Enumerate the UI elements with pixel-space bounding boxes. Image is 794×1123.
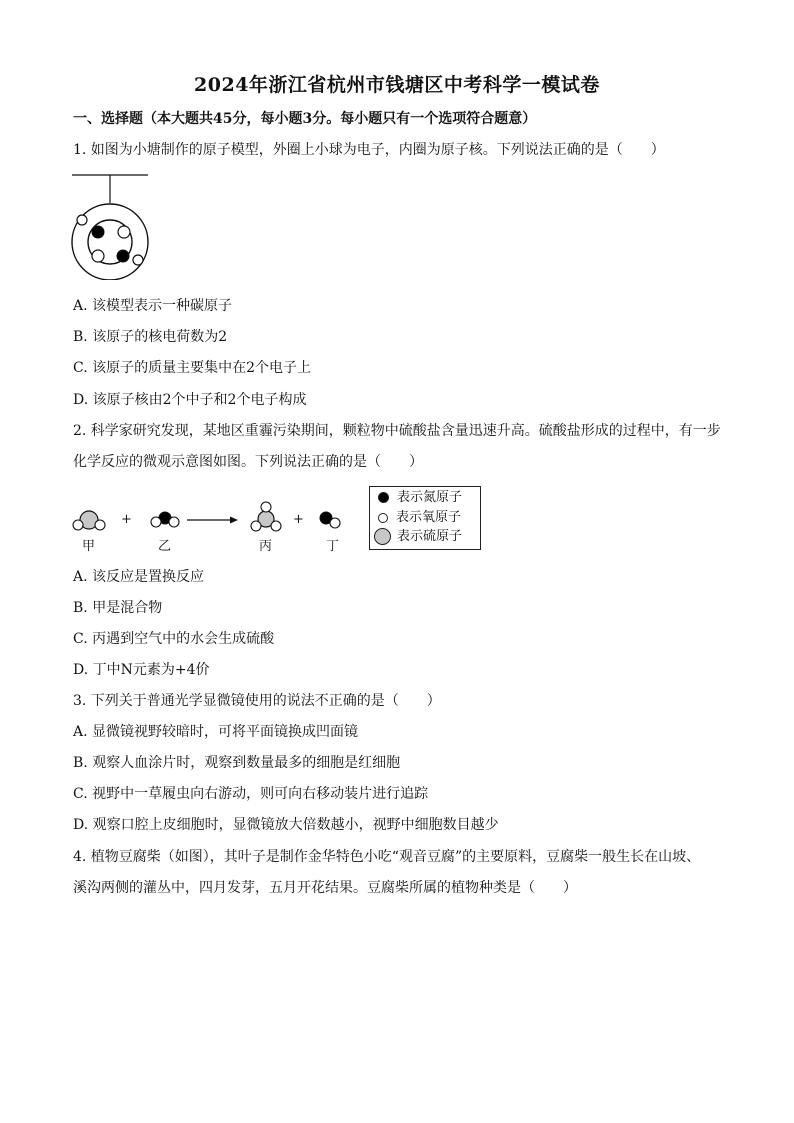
question-3-option-b: B. 观察人血涂片时，观察到数量最多的细胞是红细胞 [73, 755, 401, 771]
question-2-option-a: A. 该反应是置换反应 [73, 569, 205, 585]
question-1-option-d: D. 该原子核由2个中子和2个电子构成 [73, 392, 307, 408]
molecule-label-ding: 丁 [326, 539, 340, 554]
atom-model-figure [70, 170, 160, 280]
legend-sulfur-label: 表示硫原子 [397, 529, 463, 544]
question-1-stem: 1. 如图为小塘制作的原子模型，外圈上小球为电子，内圈为原子核。下列说法正确的是（ ） [73, 142, 665, 158]
oxygen-atom [271, 521, 281, 531]
question-1-option-b: B. 该原子的核电荷数为2 [73, 329, 228, 345]
neutron [118, 226, 130, 238]
page-title: 2024年浙江省杭州市钱塘区中考科学一模试卷 [194, 74, 600, 96]
question-3-stem: 3. 下列关于普通光学显微镜使用的说法不正确的是（ ） [73, 693, 441, 709]
question-3-option-c: C. 视野中一草履虫向右游动，则可向右移动装片进行追踪 [73, 786, 429, 802]
question-2-option-b: B. 甲是混合物 [73, 600, 163, 616]
question-1-option-a: A. 该模型表示一种碳原子 [73, 298, 233, 314]
atom-legend [369, 486, 481, 550]
oxygen-atom [169, 517, 179, 527]
legend-nitrogen-label: 表示氮原子 [397, 490, 463, 505]
section-heading: 一、选择题（本大题共45分，每小题3分。每小题只有一个选项符合题意） [73, 111, 537, 127]
question-2-stem-line-1: 2. 科学家研究发现，某地区重霾污染期间，颗粒物中硫酸盐含量迅速升高。硫酸盐形成的过程中，有一步 [73, 423, 721, 439]
oxygen-swatch-icon [378, 513, 388, 523]
molecule-label-yi: 乙 [158, 539, 172, 554]
question-3-option-a: A. 显微镜视野较暗时，可将平面镜换成凹面镜 [73, 724, 359, 740]
plus-sign: + [293, 512, 304, 527]
electron [77, 215, 87, 225]
proton [117, 250, 129, 262]
question-4-stem-line-2: 溪沟两侧的灌丛中，四月发芽，五月开花结果。豆腐柴所属的植物种类是（ ） [73, 880, 577, 896]
oxygen-atom [95, 520, 105, 530]
reaction-diagram [70, 495, 360, 535]
sulfur-swatch-icon [374, 528, 391, 545]
legend-sulfur [374, 528, 462, 546]
question-3-option-d: D. 观察口腔上皮细胞时，显微镜放大倍数越小，视野中细胞数目越少 [73, 817, 499, 833]
proton [92, 226, 104, 238]
oxygen-atom [151, 517, 161, 527]
question-2-option-d: D. 丁中N元素为+4价 [73, 662, 210, 678]
legend-nitrogen [378, 489, 462, 507]
oxygen-atom [330, 518, 340, 528]
legend-oxygen-label: 表示氧原子 [396, 510, 462, 525]
plus-sign: + [121, 512, 132, 527]
molecule-label-bing: 丙 [259, 539, 273, 554]
question-1-option-c: C. 该原子的质量主要集中在2个电子上 [73, 360, 312, 376]
neutron [92, 250, 104, 262]
arrow-head [230, 517, 238, 524]
nitrogen-swatch-icon [378, 492, 389, 503]
question-2-stem-line-2: 化学反应的微观示意图如图。下列说法正确的是（ ） [73, 454, 423, 470]
oxygen-atom [261, 502, 271, 512]
legend-oxygen [378, 509, 461, 527]
question-4-stem-line-1: 4. 植物豆腐柴（如图），其叶子是制作金华特色小吃“观音豆腐”的主要原料，豆腐柴一般生长在山坡、 [73, 849, 701, 865]
molecule-label-jia: 甲 [82, 539, 96, 554]
oxygen-atom [73, 520, 83, 530]
electron [133, 255, 143, 265]
question-2-option-c: C. 丙遇到空气中的水会生成硫酸 [73, 631, 275, 647]
oxygen-atom [251, 521, 261, 531]
